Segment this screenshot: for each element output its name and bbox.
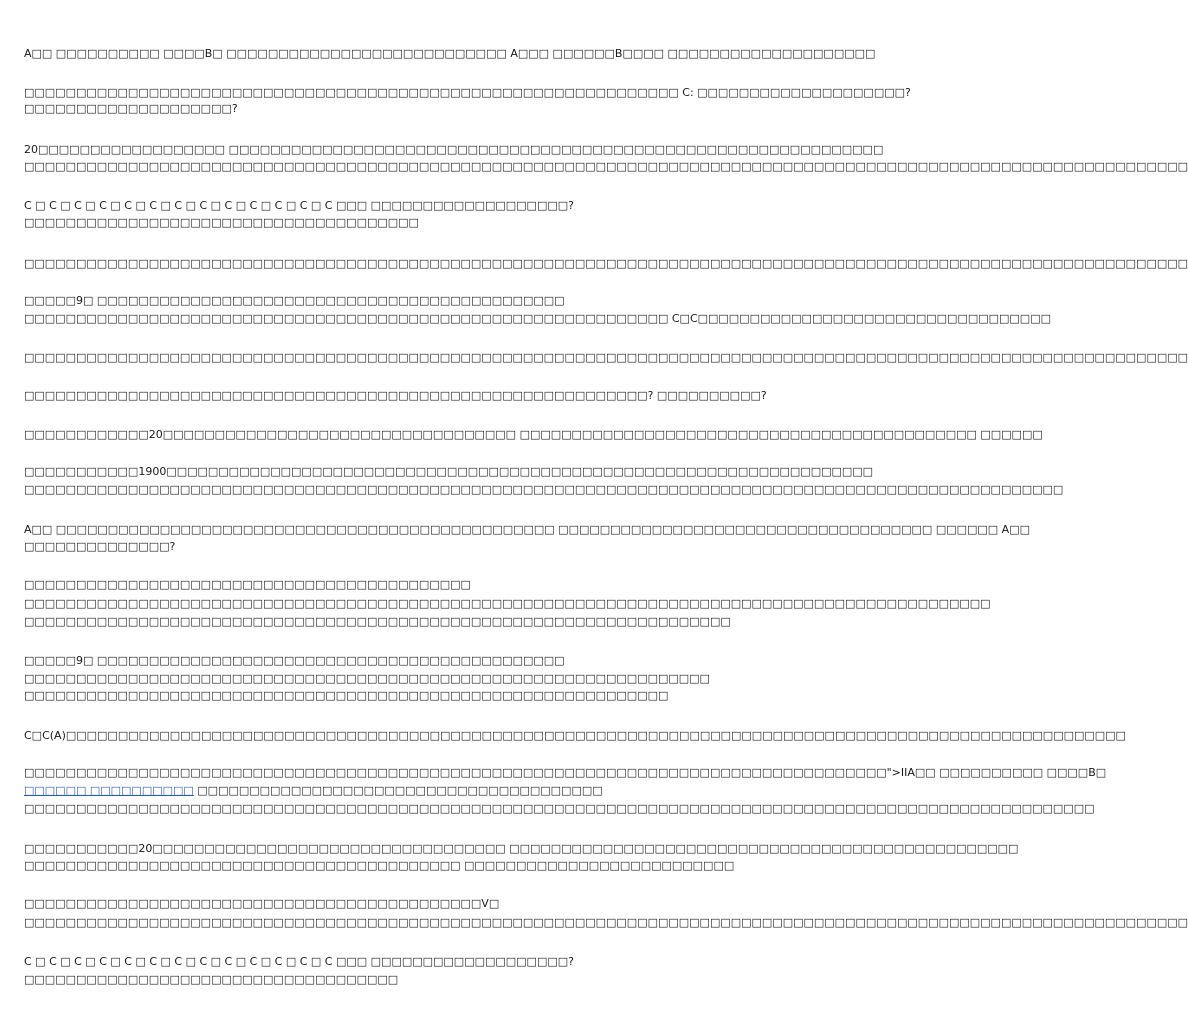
document-page	[24, 0, 1188, 1018]
text-line: □□□□□□□□□□□□□□□□□□□□□□□□□□□□□□□□□□□□□□□□□□□□□□□□□□□□□□□□□□□□□□□□□□□□□□□□□□□□□□□□□□□□□□□□□□□□□□□□□□□□	[24, 483, 1064, 496]
text-line: C□C(A)□□□□□□□□□□□□□□□□□□□□□□□□□□□□□□□□□□□□□□□□□□□□□□□□□□□□□□□□□□□□□□□□□□□□□□□□□□□□□□□□□□□□□□□□□□□□□□□□□□□□□□	[24, 729, 1126, 742]
text-line: □□□□□□□□□□□□□□□□□□□□□□□□□□□□□□□□□□□□□□□□□□ □□□□□□□□□□□□□□□□□□□□□□□□□□	[24, 859, 735, 872]
text-line: □□□□□□□□□□□□□□□□□□□□□□□□□□□□□□□□□□□□□□	[24, 216, 419, 229]
text-line: □□□□□□□□□□□□□□□□□□□□□□□□□□□□□□□□□□□□□□□□□□□□□□□□□□□□□□□□□□□□□□□□□□	[24, 672, 710, 685]
text-line: □□□□□9□ □□□□□□□□□□□□□□□□□□□□□□□□□□□□□□□□□□□□□□□□□□□□□	[24, 654, 565, 667]
text-after-link: □□□□□□□□□□□□□□□□□□□□□□□□□□□□□□□□□□□□□□□	[193, 784, 603, 797]
text-line: A□□ □□□□□□□□□□□□□□□□□□□□□□□□□□□□□□□□□□□□□□□□□□□□□□□□ □□□□□□□□□□□□□□□□□□□□□□□□□□□□□□□□□□□□ □□□□□□ A□□	[24, 523, 1030, 536]
text-line: □□□□□□□□□□□□□□□□□□□□□□□□□□□□□□□□□□□□□□□□□□□□□□□□□□□□□□□□□□□□□□	[24, 689, 669, 702]
text-line: □□□□□□□□□□□□□□□□□□□□□□□□□□□□□□□□□□□□□□□□□□□□□□□□□□□□□□□□□□□□□□□□□□□□□□□□□□□□□□□□□□□□□□□□□□□□□□□□□□□□□□□□□□□□□□□□	[24, 916, 1188, 929]
text-line: □□□□□□□□□□□□□□□□□□□□□□□□□□□□□□□□□□□□□□□□□□□□□□□□□□□□□□□□□□□□? □□□□□□□□□□?	[24, 389, 767, 402]
text-line: □□□□□□□□□□□□□□?	[24, 540, 176, 553]
text-line: □□□□□□□□□□□□□□□□□□□□□□□□□□□□□□□□□□□□□□□□□□□□□□□□□□□□□□□□□□□□□□ C□C□□□□□□□□□□□□□□□□□□□□□□□□□□□□□□□□□□	[24, 312, 1051, 325]
text-line: □□□□□□□□□□□□20□□□□□□□□□□□□□□□□□□□□□□□□□□□□□□□□□□ □□□□□□□□□□□□□□□□□□□□□□□□□□□□□□□□□□□□□□□□□□□□ □□□□□□	[24, 428, 1043, 441]
text-line: □□□□□□□□□□□□□□□□□□□□□□□□□□□□□□□□□□□□□□□□□□□□□□□□□□□□□□□□□□□□□□□□□□□□□□□□□□□□□□□□□□□□□□□□□□□□□□□□□□□□□□□□□□□□□□□□	[24, 351, 1188, 364]
text-line: C □ C □ C □ C □ C □ C □ C □ C □ C □ C □ C □ C □ C □□□ □□□□□□□□□□□□□□□□□□□?	[24, 199, 574, 212]
inline-link[interactable]: □□□□□□ □□□□□□□□□□	[24, 784, 194, 797]
text-line: □□□□□□□□□□□□□□□□□□□□□□□□□□□□□□□□□□□□	[24, 973, 399, 986]
text-line-with-link	[24, 784, 696, 798]
text-line: □□□□□□□□□□□□□□□□□□□□□□□□□□□□□□□□□□□□□□□□□□□□□□□□□□□□□□□□□□□□□□□ C: □□□□□□□□□□□□□□□□□□□□?	[24, 86, 911, 99]
text-line: □□□□□□□□□□□□□□□□□□□□□□□□□□□□□□□□□□□□□□□□□□□□□□□□□□□□□□□□□□□□□□□□□□□□□□□□□□□□□□□□□□□□□□□□□□□□□	[24, 597, 991, 610]
text-line: 20□□□□□□□□□□□□□□□□□□ □□□□□□□□□□□□□□□□□□□□□□□□□□□□□□□□□□□□□□□□□□□□□□□□□□□□□□□□□□□□□□□	[24, 143, 884, 156]
text-line: □□□□□□□□□□□□□□□□□□□□□□□□□□□□□□□□□□□□□□□□□□□□□□□□□□□□□□□□□□□□□□□□□□□□□□□□□□□□□□□□□□□□□□□□□□□□□□□□□□□□□□□	[24, 802, 1095, 815]
text-line: C □ C □ C □ C □ C □ C □ C □ C □ C □ C □ C □ C □ C □□□ □□□□□□□□□□□□□□□□□□□?	[24, 955, 574, 968]
text-line: □□□□□□□□□□□20□□□□□□□□□□□□□□□□□□□□□□□□□□□□□□□□□□ □□□□□□□□□□□□□□□□□□□□□□□□□□□□□□□□□□□□□□□□□□□□□□□□□	[24, 842, 1019, 855]
text-line: □□□□□□□□□□□□□□□□□□□□□□□□□□□□□□□□□□□□□□□□□□□□□□□□□□□□□□□□□□□□□□□□□□□□	[24, 615, 731, 628]
text-line: □□□□□9□ □□□□□□□□□□□□□□□□□□□□□□□□□□□□□□□□□□□□□□□□□□□□□	[24, 294, 565, 307]
text-line: □□□□□□□□□□□1900□□□□□□□□□□□□□□□□□□□□□□□□□□□□□□□□□□□□□□□□□□□□□□□□□□□□□□□□□□□□□□□□□□□□	[24, 465, 874, 478]
text-line: □□□□□□□□□□□□□□□□□□□□□□□□□□□□□□□□□□□□□□□□□□□□V□	[24, 897, 500, 910]
text-line: A□□ □□□□□□□□□□ □□□□B□ □□□□□□□□□□□□□□□□□□□□□□□□□□□ A□□□ □□□□□□B□□□□ □□□□□□□□□□□□□□□□□□□□	[24, 47, 876, 60]
text-line: □□□□□□□□□□□□□□□□□□□□?	[24, 102, 238, 115]
text-line: □□□□□□□□□□□□□□□□□□□□□□□□□□□□□□□□□□□□□□□□□□□□□□□□□□□□□□□□□□□□□□□□□□□□□□□□□□□□□□□□□□□">IIA□□ □□□□□□□□□□ □□□□B□	[24, 766, 1107, 779]
text-line: □□□□□□□□□□□□□□□□□□□□□□□□□□□□□□□□□□□□□□□□□□□□□□□□□□□□□□□□□□□□□□□□□□□□□□□□□□□□□□□□□□□□□□□□□□□□□□□□□□□□□□□□□□□□□□□□	[24, 160, 1188, 173]
text-line: □□□□□□□□□□□□□□□□□□□□□□□□□□□□□□□□□□□□□□□□□□□□□□□□□□□□□□□□□□□□□□□□□□□□□□□□□□□□□□□□□□□□□□□□□□□□□□□□□□□□□□□□□□□□□□□□	[24, 257, 1188, 270]
text-line: □□□□□□□□□□□□□□□□□□□□□□□□□□□□□□□□□□□□□□□□□□□	[24, 578, 471, 591]
